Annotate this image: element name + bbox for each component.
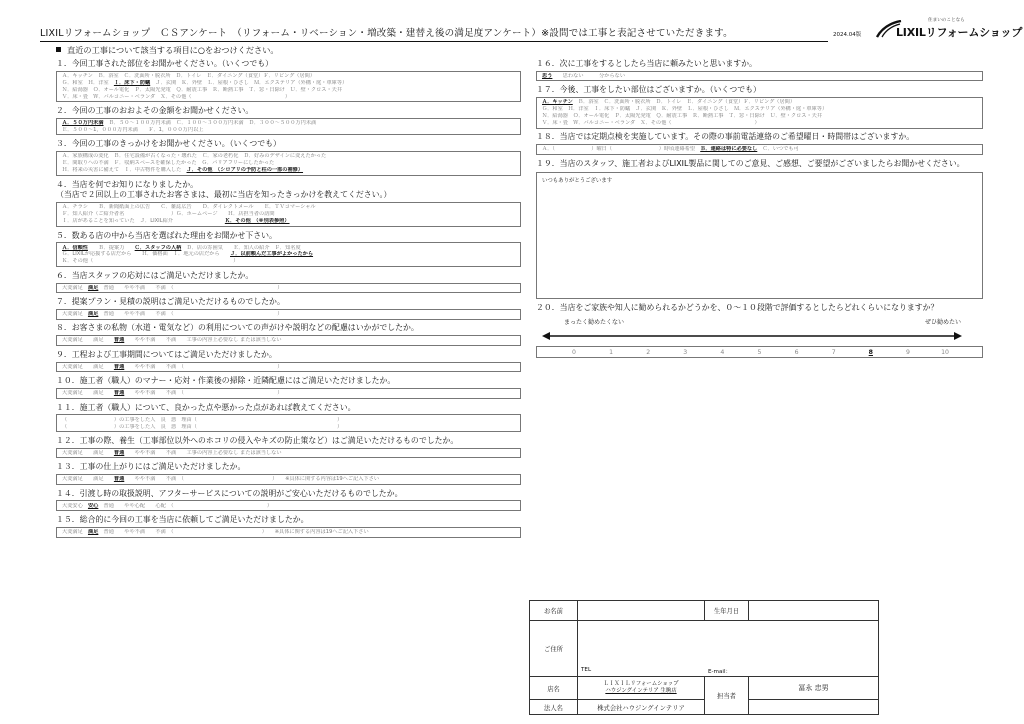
option-line [62, 364, 516, 371]
option-text[interactable]: Ｂ．提案力 [87, 244, 135, 251]
option-line [62, 127, 516, 134]
option-line [542, 120, 978, 127]
question-left-2 [56, 106, 521, 135]
option-text[interactable]: Ｎ．給湯器 Ｏ．オール電化 Ｐ．太陽光発電 Ｑ．耐震工事 Ｒ．断熱工事 Ｔ．窓・日除け Ｕ．壁・クロス・天井 [62, 86, 343, 93]
question-title: ２０．当店をご家族や知人に勧められるかどうかを、０～１０段階で評価するとしたらどれくらいになりますか？ [536, 302, 939, 312]
scale-number[interactable]: 2 [646, 348, 651, 356]
option-text[interactable]: Ｇ．和室 Ｈ．洋室 Ｉ．床下・防蟻 Ｊ．玄関 Ｋ．外壁 Ｌ．屋根・ひさし Ｍ．エクステリア（外構・庭・車庫等） [542, 106, 828, 113]
option-text[interactable]: 思わない 分からない [552, 72, 626, 79]
question-left-13 [56, 462, 521, 484]
option-text[interactable]: Ｄ．店の雰囲気 Ｅ．知人の紹介 Ｆ．知名度 [181, 244, 301, 251]
question-title: １６．次に工事をするとしたら当店に頼みたいと思いますか。 [536, 59, 757, 68]
option-text[interactable]: やや不満 不満 工事の内容上必要なし または該当しない [124, 337, 282, 344]
shop-name [578, 677, 705, 700]
option-line [62, 503, 516, 510]
logo-tagline: 住まいのことなら [928, 18, 965, 23]
option-text[interactable]: やや不満 不満 工事の内容上必要なし または該当しない [124, 449, 282, 456]
selected-option[interactable]: 普通 [113, 476, 125, 483]
option-text[interactable]: Ｊ．玄関 Ｋ．外壁 Ｌ．屋根・ひさし Ｍ．エクステリア（外構・庭・車庫等） [150, 79, 348, 86]
birthdate-field[interactable] [749, 601, 879, 621]
option-text[interactable]: 大変満足 [62, 529, 88, 535]
question-title: ３．今回の工事のきっかけをお聞かせください。（いくつでも） [56, 139, 281, 149]
form-version-date: 2024.04版 [833, 32, 862, 38]
comment-box[interactable]: いつもありがとうございます [536, 172, 983, 299]
selected-option[interactable]: Ｋ．その他 （※別表参照） [224, 218, 290, 225]
question-title: ４．当店を何でお知りになりましたか。 [56, 179, 199, 189]
option-text[interactable]: 普通 やや不満 不満 （ ） [98, 311, 283, 318]
header-rule [40, 41, 828, 42]
selected-option[interactable]: 安心 [87, 502, 99, 509]
question-title: １９．当店のスタッフ、施工者およびLIXIL製品に関してのご意見、ご感想、ご要望がございましたらお聞かせください。 [536, 158, 965, 168]
option-line [62, 476, 516, 483]
answer-options-box [56, 202, 521, 227]
answer-options-box [56, 527, 521, 538]
rating-scale [536, 317, 983, 361]
question-right-4 [536, 159, 986, 299]
instruction-line [56, 45, 279, 56]
shop-name-line1: ＬＩＸＩＬリフォームショップ [603, 680, 679, 687]
question-left-5 [56, 231, 521, 267]
question-title: １０．施工者（職人）のマナー・応対・作業後の掃除・近隣配慮にはご満足いただけましたか。 [56, 376, 396, 386]
question-left-4 [56, 180, 521, 227]
scale-number-selected[interactable]: 8 [868, 348, 873, 356]
answer-options-box [56, 500, 521, 511]
answer-options-box [56, 151, 521, 176]
option-text[interactable]: Ｖ．床・畳 Ｗ．バルコニー・ベランダ Ｘ．その他（ ） [542, 120, 760, 127]
scale-number[interactable]: 1 [609, 348, 614, 356]
logo-name: LIXILリフォームショップ [896, 26, 1023, 39]
scale-number[interactable]: 9 [905, 348, 910, 356]
option-text[interactable]: 大変満足 満足 [62, 337, 114, 344]
option-text[interactable]: Ｉ．店があることを知っていた Ｊ．LIXIL紹介 [62, 218, 225, 225]
question-right-3 [536, 132, 986, 154]
name-field[interactable] [578, 601, 705, 621]
option-text[interactable]: Ｋ．その他（ ） [62, 258, 239, 265]
staff-label: 担当者 [705, 677, 749, 715]
option-text[interactable]: 大変満足 [62, 311, 88, 318]
survey-header [40, 18, 1023, 42]
scale-number[interactable]: 0 [571, 348, 576, 356]
answer-options-box [536, 97, 983, 128]
answer-options-box [56, 414, 521, 432]
survey-title: LIXILリフォームショップ ＣＳアンケート （リフォーム・リベーション・増改築・建替え後の満足度アンケート）※設問では工事と表記させていただきます。 [40, 28, 733, 39]
option-line [62, 450, 516, 457]
answer-options-box [56, 118, 521, 136]
question-title: ６．当店スタッフの応対にはご満足いただけましたか。 [56, 270, 254, 280]
option-line [62, 160, 516, 167]
option-line [62, 73, 516, 80]
selected-option[interactable]: 満足 [87, 284, 99, 291]
option-line [62, 153, 516, 160]
instruction-text: 直近の工事について該当する項目に○をおつけください。 [67, 45, 279, 55]
scale-left-label: まったく勧めたくない [564, 319, 625, 327]
option-text[interactable]: 大変満足 満足 [62, 363, 114, 370]
option-text[interactable]: Ｈ．将来の災害に備えて Ｉ．中古物件を購入した [62, 167, 187, 174]
option-text[interactable]: Ｃ．いつでも可 [757, 146, 799, 153]
selected-option[interactable]: 思う [542, 72, 553, 79]
answer-options-box [56, 335, 521, 346]
option-text[interactable]: Ｆ．知人紹介（ご紹介者名 ）Ｇ．ホームページ Ｈ．店担当者の訪問 [62, 211, 275, 218]
option-line [62, 218, 516, 225]
answer-options-box [536, 144, 983, 155]
option-line [62, 167, 516, 174]
option-line [542, 146, 978, 153]
option-text[interactable]: やや不満 不満 （ ） [124, 390, 283, 397]
answer-options-box [56, 309, 521, 320]
selected-option[interactable]: Ｂ．連絡は特に必要なし [700, 146, 758, 153]
selected-option[interactable]: 普通 [113, 390, 125, 397]
scale-number[interactable]: 7 [831, 348, 836, 356]
selected-option[interactable]: Ｊ．その他 （シロアリの予防と柱の一部の補修） [186, 167, 304, 174]
question-title: １７．今後、工事をしたい部位はございますか。（いくつでも） [536, 85, 761, 95]
question-left-1 [56, 59, 521, 102]
option-text[interactable]: Ａ．キッチン Ｂ．浴室 Ｃ．洗面所・脱衣所 Ｄ．トイレ Ｅ．ダイニング（食堂）Ｆ．リビング（居間） [62, 72, 316, 79]
question-right-20 [536, 303, 986, 362]
option-line [62, 245, 516, 252]
option-line [62, 285, 516, 292]
question-left-7 [56, 297, 521, 319]
option-line [542, 106, 978, 113]
option-text[interactable]: Ｂ．浴室 Ｃ．洗面所・脱衣所 Ｄ．トイレ Ｅ．ダイニング（食堂）Ｆ．リビング（居間） [572, 99, 796, 106]
scale-number-box [536, 346, 983, 358]
question-title: ９．工程および工事期間についてはご満足いただけましたか。 [56, 349, 277, 359]
question-left-10 [56, 376, 521, 398]
question-left-3 [56, 139, 521, 175]
question-left-12 [56, 436, 521, 458]
address-label: ご住所 [530, 621, 578, 677]
scale-number[interactable]: 5 [757, 348, 762, 356]
question-title: ２．今回の工事のおおよその金額をお聞かせください。 [56, 106, 254, 116]
birthdate-label: 生年月日 [705, 601, 749, 621]
selected-option[interactable]: 満足 [87, 311, 99, 318]
tel-label: TEL [581, 667, 592, 673]
selected-option[interactable]: Ａ．信頼性 [62, 244, 88, 251]
option-text[interactable]: Ｅ．５００～1，０００万円未満 Ｆ．1，０００万円以上 [62, 126, 204, 133]
option-text[interactable]: Ｖ．床・畳 Ｗ．バルコニー・ベランダ Ｘ．その他（ ） [62, 93, 291, 100]
option-text[interactable]: （ ）の工事をした人 良 悪 理由（ ） [62, 423, 343, 430]
scale-number[interactable]: 3 [683, 348, 688, 356]
question-right-1 [536, 59, 986, 81]
option-line [542, 99, 978, 106]
option-line [62, 258, 516, 265]
scale-right-label: ぜひ勧めたい [924, 319, 961, 327]
selected-option[interactable]: Ｉ．床下・防蟻 [113, 79, 151, 86]
selected-option[interactable]: 普通 [113, 363, 125, 370]
option-line [62, 120, 516, 127]
question-left-8 [56, 323, 521, 345]
selected-option[interactable]: Ａ．キッチン [542, 99, 573, 106]
answer-options-box [536, 71, 983, 82]
question-title: ５．数ある店の中から当店を選ばれた理由をお聞かせ下さい。 [56, 230, 277, 240]
option-text[interactable]: Ａ．家族構成の変化 Ｂ．住宅設備が古くなった・壊れた Ｃ．家の老朽化 Ｄ．好みのデザインに変えたかった [62, 153, 327, 160]
selected-option[interactable]: Ｃ．スタッフの人柄 [134, 244, 182, 251]
lixil-logo [876, 16, 1024, 42]
question-title: １．今回工事された部位をお聞かせください。（いくつでも） [56, 59, 273, 68]
option-text[interactable]: 大変満足 満足 [62, 449, 114, 456]
question-left-6 [56, 271, 521, 293]
corp-name: 株式会社ハウジングインテリア [578, 700, 705, 715]
option-line [542, 113, 978, 120]
answer-options-box [56, 388, 521, 399]
answer-options-box [56, 283, 521, 294]
option-text[interactable]: Ｇ．LIXILが応援する店だから Ｈ．価格面 Ｉ．地元の店だから [62, 251, 231, 258]
option-line [62, 424, 516, 431]
option-text[interactable]: 大変満足 満足 [62, 476, 114, 483]
answer-options-box [56, 474, 521, 485]
question-title: １８．当店では定期点検を実施しています。その際の事前電話連絡のご希望曜日・時間帯はございますか。 [536, 132, 915, 142]
question-left-9 [56, 350, 521, 372]
question-title: １５．総合的に今回の工事を当店に依頼してご満足いただけましたか。 [56, 515, 309, 525]
selected-option[interactable]: 普通 [113, 449, 125, 456]
option-line [62, 204, 516, 211]
email-label: E-mail： [708, 669, 732, 675]
scale-number[interactable]: 6 [794, 348, 799, 356]
answer-options-box [56, 362, 521, 373]
option-text[interactable]: 普通 やや不満 不満 （ ） ※具体に関する内容は19へご記入下さい [98, 529, 369, 535]
option-line [62, 211, 516, 218]
option-line [62, 94, 516, 101]
question-right-2 [536, 85, 986, 128]
option-line [542, 73, 978, 80]
option-text[interactable]: 大変満足 満足 [62, 390, 114, 397]
left-column [56, 59, 521, 541]
option-text[interactable]: やや不満 不満 （ ） ※具体に関する内容は19へご記入下さい [124, 476, 380, 483]
double-arrow-icon [542, 331, 962, 341]
square-bullet-icon [56, 47, 61, 52]
option-text[interactable]: 普通 やや不満 不満 （ ） [98, 284, 283, 291]
corp-label: 法人名 [530, 700, 578, 715]
option-line [62, 251, 516, 258]
question-title: １１．施工者（職人）について、良かった点や悪かった点があれば教えてください。 [56, 402, 356, 412]
answer-options-box [56, 448, 521, 459]
shop-label: 店名 [530, 677, 578, 700]
option-text[interactable]: Ａ．（ ）曜日（ ）時頃連絡希望 [542, 146, 701, 153]
option-line [62, 337, 516, 344]
option-line [62, 311, 516, 318]
option-text[interactable]: Ｂ．５０～１００万円未満 Ｃ．１００～３００万円未満 Ｄ．３００～５００万円未満 [103, 120, 317, 127]
question-left-11 [56, 403, 521, 432]
respondent-info-table [529, 600, 879, 715]
question-subtitle: （当店で２回以上の工事されたお客さまは、最初に当店を知ったきっかけを教えてください。） [56, 190, 392, 200]
question-title: ７．提案プラン・見積の説明はご満足いただけるものでしたか。 [56, 297, 285, 307]
option-text[interactable]: Ａ．チラシ Ｂ．新聞紙面上の広告 Ｃ．雑誌広告 Ｄ．ダイレクトメール Ｅ．ＴＶコマーシャル [62, 204, 316, 211]
option-text[interactable]: やや不満 不満 （ ） [124, 363, 283, 370]
name-label: お名前 [530, 601, 578, 621]
option-text[interactable]: Ｎ．給湯器 Ｏ．オール電化 Ｐ．太陽光発電 Ｑ．耐震工事 Ｒ．断熱工事 Ｔ．窓・日除け Ｕ．壁・クロス・天井 [542, 113, 823, 120]
staff-name: 冨永 忠男 [749, 677, 879, 700]
option-line [62, 87, 516, 94]
option-text[interactable]: 普通 やや心配 心配 （ ） [98, 502, 273, 509]
address-field[interactable] [578, 621, 879, 677]
selected-option[interactable]: 普通 [113, 337, 125, 344]
selected-option[interactable]: 満足 [87, 529, 99, 535]
question-title: １４．引渡し時の取扱説明、アフターサービスについての説明がご安心いただけるものでしたか。 [56, 488, 403, 498]
scale-number[interactable]: 10 [941, 348, 949, 356]
question-title: １３．工事の仕上がりにはご満足いただけましたか。 [56, 462, 246, 472]
option-line [62, 390, 516, 397]
option-text[interactable]: Ｅ．間取りへの不満 Ｆ．収納スペースを確保したかった Ｇ．バリアフリーにしたかった [62, 160, 275, 167]
scale-number[interactable]: 4 [720, 348, 725, 356]
answer-options-box [56, 242, 521, 267]
option-line [62, 529, 516, 536]
selected-option[interactable]: Ｊ．以前頼んだ工事がよかったから [230, 251, 314, 258]
question-title: １２．工事の際、養生（工事部位以外へのホコリの侵入やキズの防止策など）はご満足いただけるものでしたか。 [56, 435, 459, 445]
option-line [62, 417, 516, 424]
right-column [536, 59, 986, 365]
shop-name-line2: ハウジングインテリア 生駒店 [605, 688, 677, 694]
selected-option[interactable]: Ａ．５０万円未満 [62, 120, 104, 127]
question-left-15 [56, 515, 521, 537]
option-text[interactable]: （ ）の工事をした人 良 悪 理由（ ） [62, 416, 343, 423]
staff-extra-cell [749, 700, 879, 715]
question-title: ８．お客さまの私物（水道・電気など）の利用についての声がけや説明などの配慮はいかがでしたか。 [56, 323, 419, 333]
option-text[interactable]: 大変満足 [62, 284, 88, 291]
option-text[interactable]: 大変安心 [62, 502, 88, 509]
option-line [62, 80, 516, 87]
option-text[interactable]: Ｇ．和室 Ｈ．洋室 [62, 79, 114, 86]
question-left-14 [56, 489, 521, 511]
answer-options-box [56, 71, 521, 102]
